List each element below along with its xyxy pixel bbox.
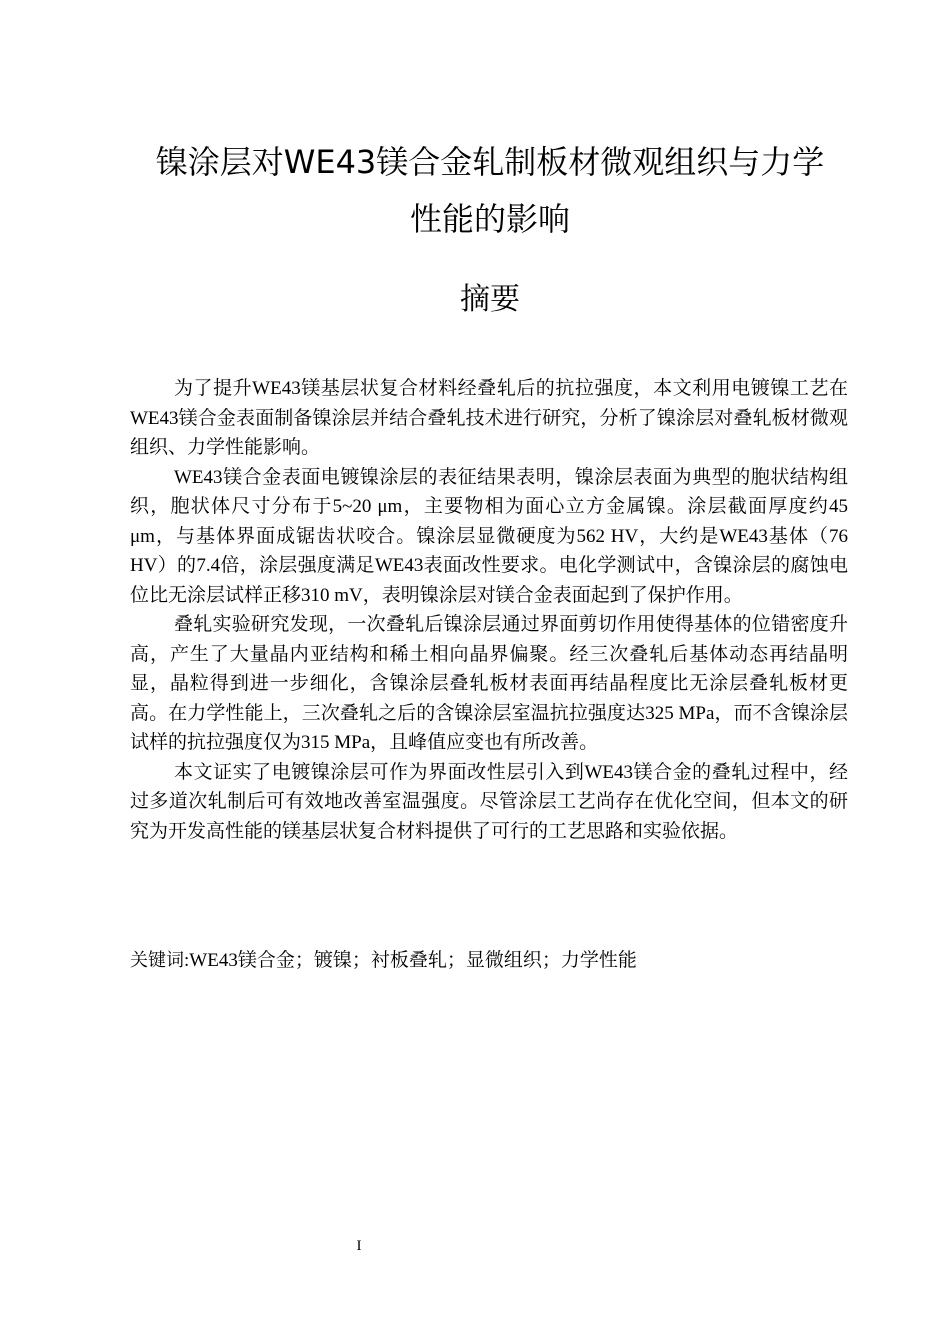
abstract-body <box>130 374 848 846</box>
abstract-paragraph-2: WE43镁合金表面电镀镍涂层的表征结果表明，镍涂层表面为典型的胞状结构组织，胞状体尺寸分布于5~20 μm，主要物相为面心立方金属镍。涂层截面厚度约45 μm，与基体界面成锯齿状咬合。镍涂层显微硬度为562 HV，大约是WE43基体（76 HV）的7.4倍，涂层强度满足WE43表面改性要求。电化学测试中，含镍涂层的腐蚀电位比无涂层试样正移310 mV，表明镍涂层对镁合金表面起到了保护作用。 <box>130 466 848 606</box>
abstract-heading: 摘要 <box>460 282 520 317</box>
abstract-paragraph-1: 为了提升WE43镁基层状复合材料经叠轧后的抗拉强度，本文利用电镀镍工艺在WE43镁合金表面制备镍涂层并结合叠轧技术进行研究，分析了镍涂层对叠轧板材微观组织、力学性能影响。 <box>130 378 848 458</box>
abstract-paragraph-4: 本文证实了电镀镍涂层可作为界面改性层引入到WE43镁合金的叠轧过程中，经过多道次轧制后可有效地改善室温强度。尽管涂层工艺尚存在优化空间，但本文的研究为开发高性能的镁基层状复合材料提供了可行的工艺思路和实验依据。 <box>130 761 848 842</box>
abstract-paragraph-3: 叠轧实验研究发现，一次叠轧后镍涂层通过界面剪切作用使得基体的位错密度升高，产生了大量晶内亚结构和稀土相向晶界偏聚。经三次叠轧后基体动态再结晶明显，晶粒得到进一步细化，含镍涂层叠轧板材表面再结晶程度比无涂层叠轧板材更高。在力学性能上，三次叠轧之后的含镍涂层室温抗拉强度达325 MPa，而不含镍涂层试样的抗拉强度仅为315 MPa，且峰值应变也有所改善。 <box>130 614 848 753</box>
keywords-list: :WE43镁合金；镀镍；衬板叠轧；显微组织；力学性能 <box>184 950 637 971</box>
keywords <box>130 946 848 976</box>
paper-title-line-2: 性能的影响 <box>409 200 570 238</box>
paper-title-line-1: 镍涂层对WE43镁合金轧制板材微观组织与力学 <box>155 143 825 181</box>
keywords-label: 关键词 <box>130 950 184 971</box>
page-number: I <box>356 1238 362 1254</box>
